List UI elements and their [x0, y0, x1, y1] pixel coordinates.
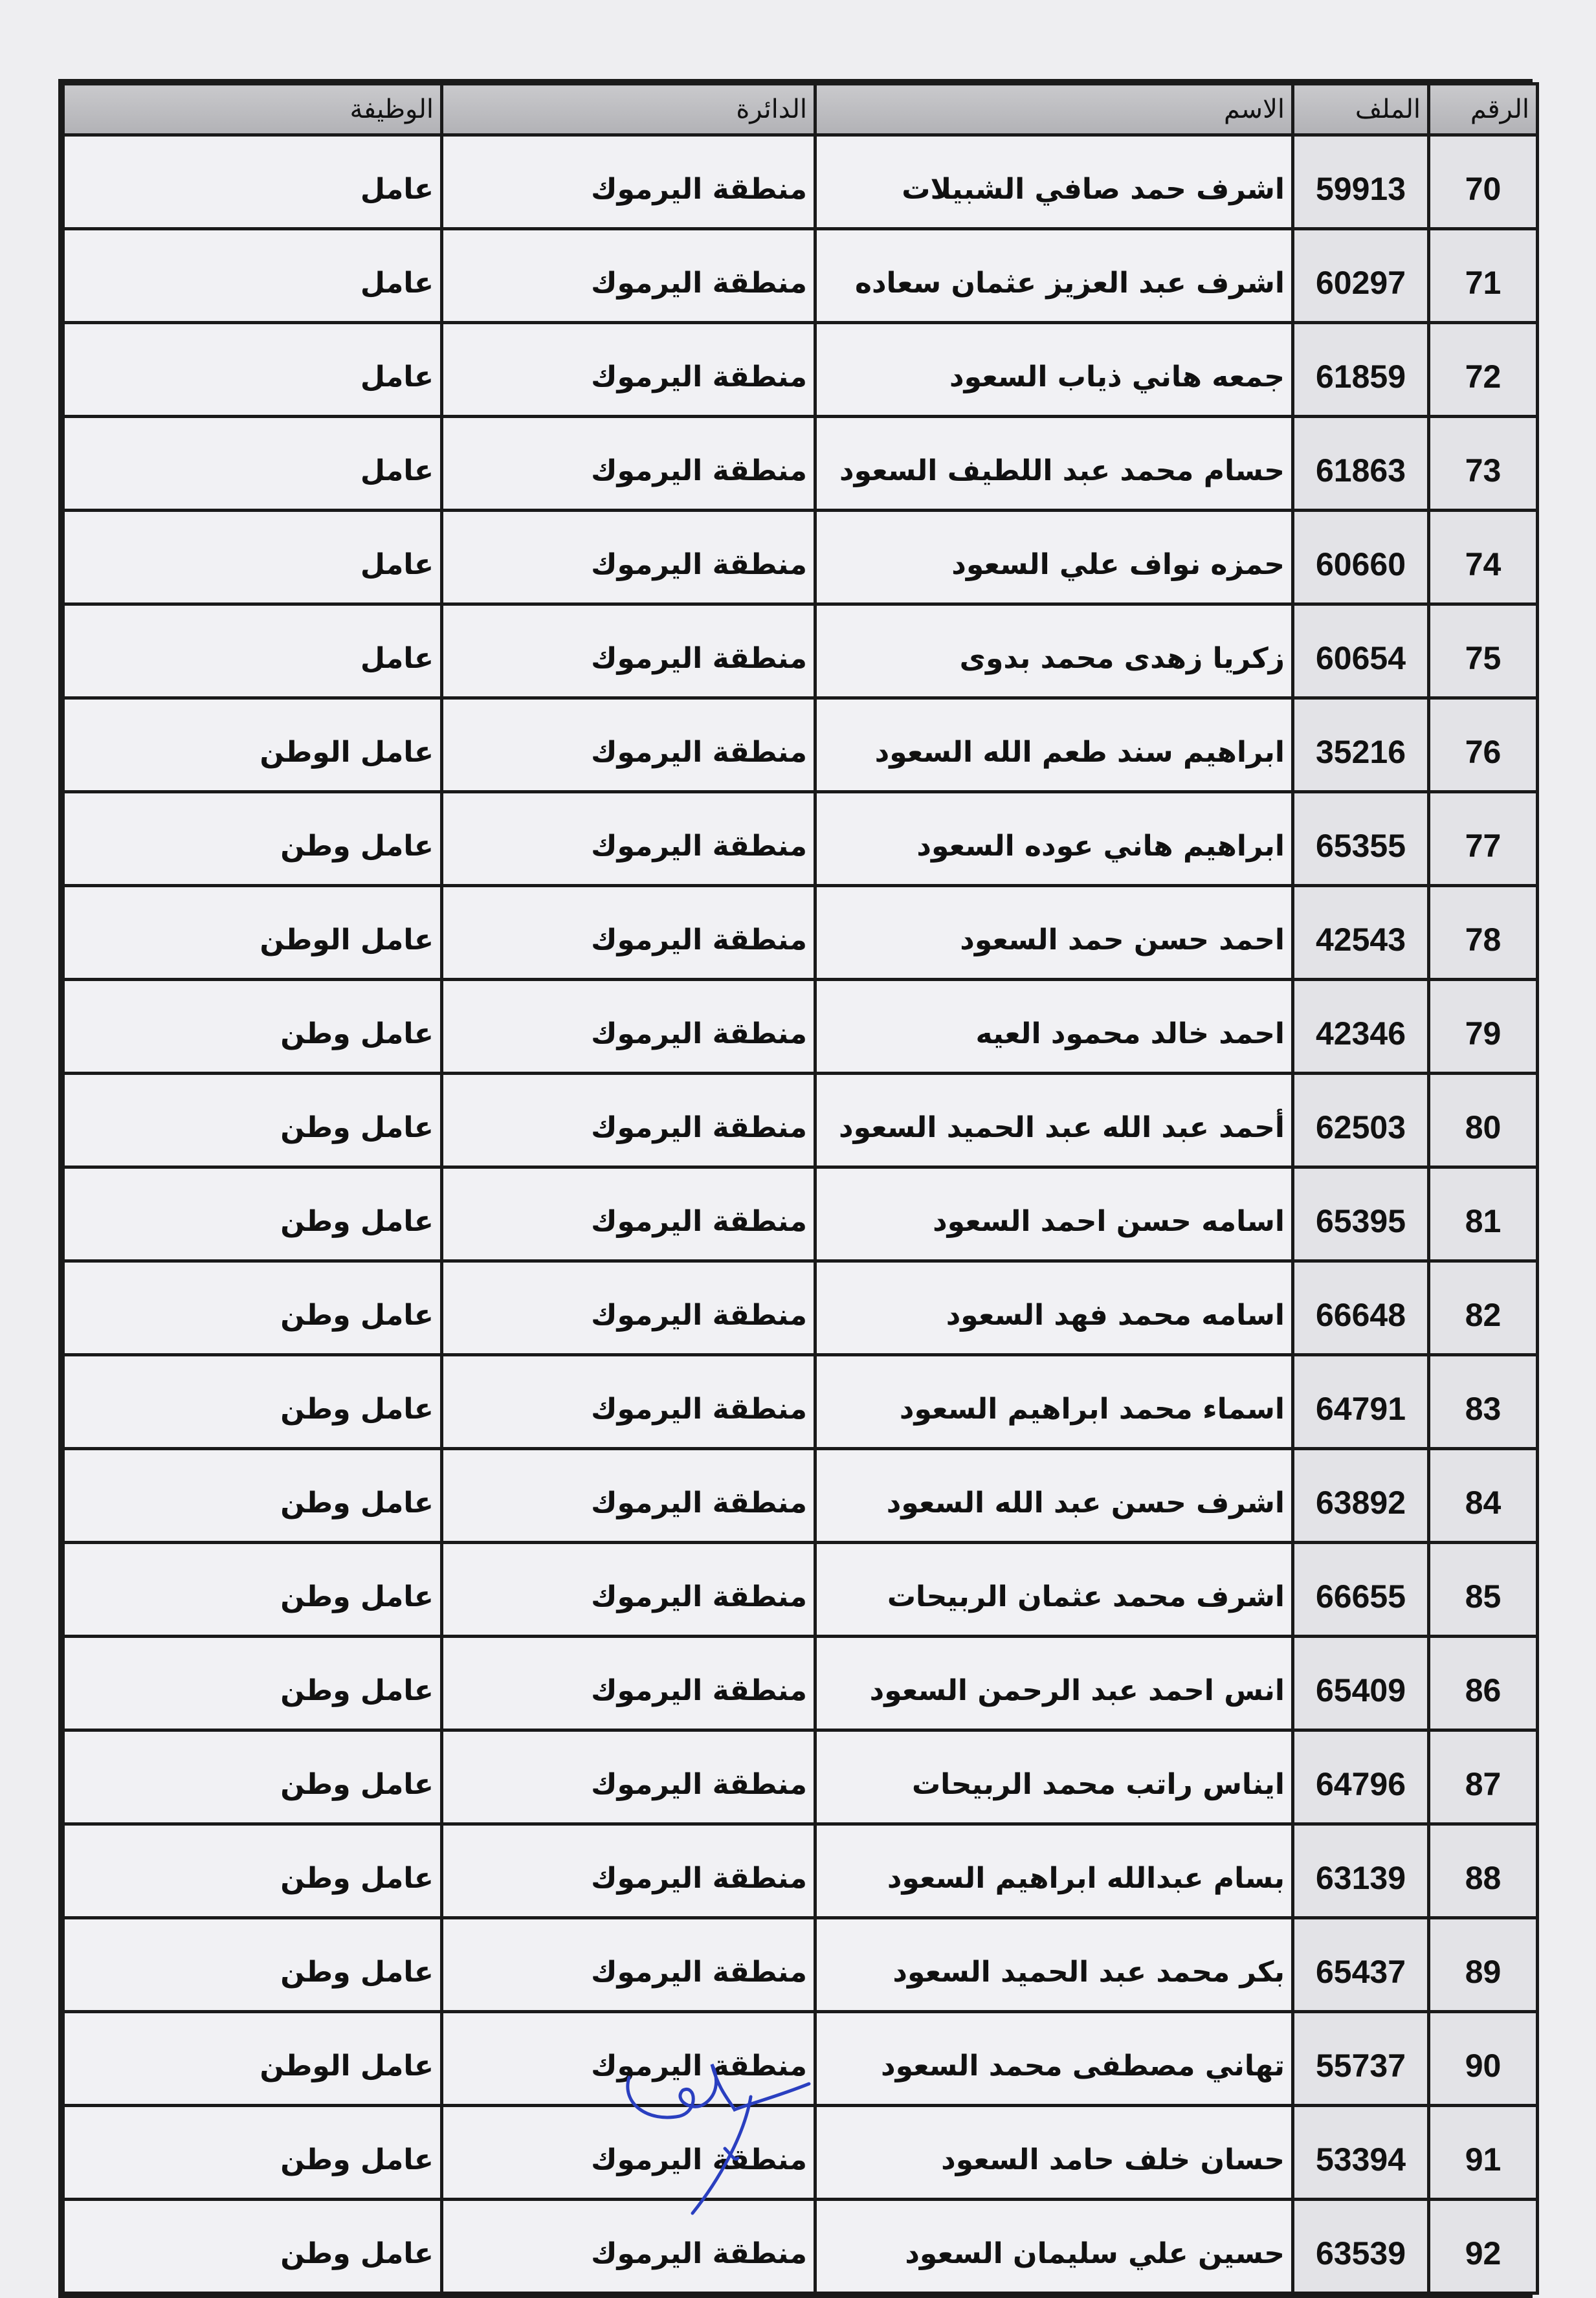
row-name: اشرف حسن عبد الله السعود — [815, 1449, 1293, 1543]
row-department: منطقة اليرموك — [442, 1074, 815, 1167]
row-number: 73 — [1429, 417, 1538, 511]
row-number: 91 — [1429, 2106, 1538, 2200]
row-department: منطقة اليرموك — [442, 1355, 815, 1449]
header-job: الوظيفة — [63, 84, 442, 135]
row-department: منطقة اليرموك — [442, 1449, 815, 1543]
table-row — [63, 1637, 1538, 1730]
row-name: اشرف حمد صافي الشبيلات — [815, 135, 1293, 229]
row-name: حسين علي سليمان السعود — [815, 2200, 1293, 2293]
table-row — [63, 886, 1538, 980]
row-name: اسماء محمد ابراهيم السعود — [815, 1355, 1293, 1449]
row-department: منطقة اليرموك — [442, 1167, 815, 1261]
row-name: احمد حسن حمد السعود — [815, 886, 1293, 980]
row-file: 65395 — [1293, 1167, 1429, 1261]
header-name: الاسم — [815, 84, 1293, 135]
row-job: عامل وطن — [63, 2106, 442, 2200]
header-file: الملف — [1293, 84, 1429, 135]
row-job: عامل — [63, 604, 442, 698]
row-number: 83 — [1429, 1355, 1538, 1449]
table-row — [63, 229, 1538, 323]
row-file: 65355 — [1293, 792, 1429, 886]
row-department: منطقة اليرموك — [442, 2200, 815, 2293]
table-row — [63, 1449, 1538, 1543]
row-department: منطقة اليرموك — [442, 1730, 815, 1824]
row-department: منطقة اليرموك — [442, 2012, 815, 2106]
table-row — [63, 511, 1538, 604]
row-file: 63139 — [1293, 1824, 1429, 1918]
row-file: 64791 — [1293, 1355, 1429, 1449]
row-name: أحمد عبد الله عبد الحميد السعود — [815, 1074, 1293, 1167]
row-name: احمد خالد محمود العيه — [815, 980, 1293, 1074]
row-name: حسان خلف حامد السعود — [815, 2106, 1293, 2200]
row-file: 59913 — [1293, 135, 1429, 229]
row-job: عامل وطن — [63, 980, 442, 1074]
row-job: عامل وطن — [63, 1543, 442, 1637]
row-number: 90 — [1429, 2012, 1538, 2106]
row-file: 60297 — [1293, 229, 1429, 323]
row-number: 84 — [1429, 1449, 1538, 1543]
row-job: عامل — [63, 135, 442, 229]
table-row — [63, 135, 1538, 229]
row-file: 60660 — [1293, 511, 1429, 604]
signature — [621, 2038, 906, 2233]
row-file: 55737 — [1293, 2012, 1429, 2106]
table-row — [63, 1730, 1538, 1824]
row-department: منطقة اليرموك — [442, 229, 815, 323]
row-department: منطقة اليرموك — [442, 323, 815, 417]
row-number: 70 — [1429, 135, 1538, 229]
row-number: 76 — [1429, 698, 1538, 792]
row-job: عامل وطن — [63, 1730, 442, 1824]
row-department: منطقة اليرموك — [442, 135, 815, 229]
row-number: 79 — [1429, 980, 1538, 1074]
table-row — [63, 1261, 1538, 1355]
row-name: جمعه هاني ذياب السعود — [815, 323, 1293, 417]
row-job: عامل وطن — [63, 792, 442, 886]
row-job: عامل — [63, 323, 442, 417]
row-name: حسام محمد عبد اللطيف السعود — [815, 417, 1293, 511]
row-file: 35216 — [1293, 698, 1429, 792]
table-row — [63, 1074, 1538, 1167]
row-department: منطقة اليرموك — [442, 698, 815, 792]
row-job: عامل وطن — [63, 1167, 442, 1261]
row-department: منطقة اليرموك — [442, 511, 815, 604]
row-department: منطقة اليرموك — [442, 1543, 815, 1637]
row-job: عامل الوطن — [63, 886, 442, 980]
row-department: منطقة اليرموك — [442, 1637, 815, 1730]
row-file: 65409 — [1293, 1637, 1429, 1730]
table-row — [63, 604, 1538, 698]
employee-table — [58, 79, 1533, 2298]
row-name: اسامه محمد فهد السعود — [815, 1261, 1293, 1355]
row-job: عامل وطن — [63, 1261, 442, 1355]
row-department: منطقة اليرموك — [442, 886, 815, 980]
row-file: 63539 — [1293, 2200, 1429, 2293]
row-job: عامل وطن — [63, 1355, 442, 1449]
row-job: عامل الوطن — [63, 2012, 442, 2106]
row-department: منطقة اليرموك — [442, 2106, 815, 2200]
row-name: بسام عبدالله ابراهيم السعود — [815, 1824, 1293, 1918]
row-job: عامل الوطن — [63, 698, 442, 792]
table-row — [63, 1918, 1538, 2012]
row-file: 61863 — [1293, 417, 1429, 511]
row-department: منطقة اليرموك — [442, 792, 815, 886]
table-row — [63, 323, 1538, 417]
table-row — [63, 1543, 1538, 1637]
row-file: 61859 — [1293, 323, 1429, 417]
row-name: اسامه حسن احمد السعود — [815, 1167, 1293, 1261]
row-job: عامل — [63, 417, 442, 511]
row-file: 60654 — [1293, 604, 1429, 698]
row-job: عامل وطن — [63, 2200, 442, 2293]
row-department: منطقة اليرموك — [442, 604, 815, 698]
row-job: عامل وطن — [63, 1637, 442, 1730]
row-name: بكر محمد عبد الحميد السعود — [815, 1918, 1293, 2012]
row-number: 72 — [1429, 323, 1538, 417]
row-number: 75 — [1429, 604, 1538, 698]
row-name: حمزه نواف علي السعود — [815, 511, 1293, 604]
row-number: 81 — [1429, 1167, 1538, 1261]
row-number: 87 — [1429, 1730, 1538, 1824]
table-row — [63, 698, 1538, 792]
row-number: 71 — [1429, 229, 1538, 323]
header-number: الرقم — [1429, 84, 1538, 135]
row-file: 66648 — [1293, 1261, 1429, 1355]
row-number: 89 — [1429, 1918, 1538, 2012]
header-department: الدائرة — [442, 84, 815, 135]
row-file: 62503 — [1293, 1074, 1429, 1167]
table-row — [63, 417, 1538, 511]
row-number: 80 — [1429, 1074, 1538, 1167]
table-row — [63, 1167, 1538, 1261]
row-name: اشرف عبد العزيز عثمان سعاده — [815, 229, 1293, 323]
row-file: 66655 — [1293, 1543, 1429, 1637]
row-file: 42543 — [1293, 886, 1429, 980]
row-number: 86 — [1429, 1637, 1538, 1730]
row-name: زكريا زهدى محمد بدوى — [815, 604, 1293, 698]
row-file: 64796 — [1293, 1730, 1429, 1824]
row-name: ابراهيم سند طعم الله السعود — [815, 698, 1293, 792]
row-department: منطقة اليرموك — [442, 1824, 815, 1918]
row-department: منطقة اليرموك — [442, 417, 815, 511]
row-job: عامل — [63, 511, 442, 604]
row-number: 85 — [1429, 1543, 1538, 1637]
row-file: 65437 — [1293, 1918, 1429, 2012]
row-number: 82 — [1429, 1261, 1538, 1355]
row-number: 78 — [1429, 886, 1538, 980]
row-job: عامل وطن — [63, 1918, 442, 2012]
row-name: اشرف محمد عثمان الربيحات — [815, 1543, 1293, 1637]
row-department: منطقة اليرموك — [442, 1918, 815, 2012]
row-file: 63892 — [1293, 1449, 1429, 1543]
row-name: انس احمد عبد الرحمن السعود — [815, 1637, 1293, 1730]
row-number: 92 — [1429, 2200, 1538, 2293]
row-job: عامل — [63, 229, 442, 323]
row-file: 53394 — [1293, 2106, 1429, 2200]
row-job: عامل وطن — [63, 1449, 442, 1543]
row-name: ايناس راتب محمد الربيحات — [815, 1730, 1293, 1824]
row-job: عامل وطن — [63, 1074, 442, 1167]
row-department: منطقة اليرموك — [442, 980, 815, 1074]
row-name: ابراهيم هاني عوده السعود — [815, 792, 1293, 886]
row-department: منطقة اليرموك — [442, 1261, 815, 1355]
table-row — [63, 980, 1538, 1074]
row-number: 88 — [1429, 1824, 1538, 1918]
row-job: عامل وطن — [63, 1824, 442, 1918]
row-number: 74 — [1429, 511, 1538, 604]
row-file: 42346 — [1293, 980, 1429, 1074]
table-row — [63, 792, 1538, 886]
table-row — [63, 1355, 1538, 1449]
row-name: تهاني مصطفى محمد السعود — [815, 2012, 1293, 2106]
row-number: 77 — [1429, 792, 1538, 886]
table-row — [63, 1824, 1538, 1918]
table-header-row — [63, 84, 1538, 135]
